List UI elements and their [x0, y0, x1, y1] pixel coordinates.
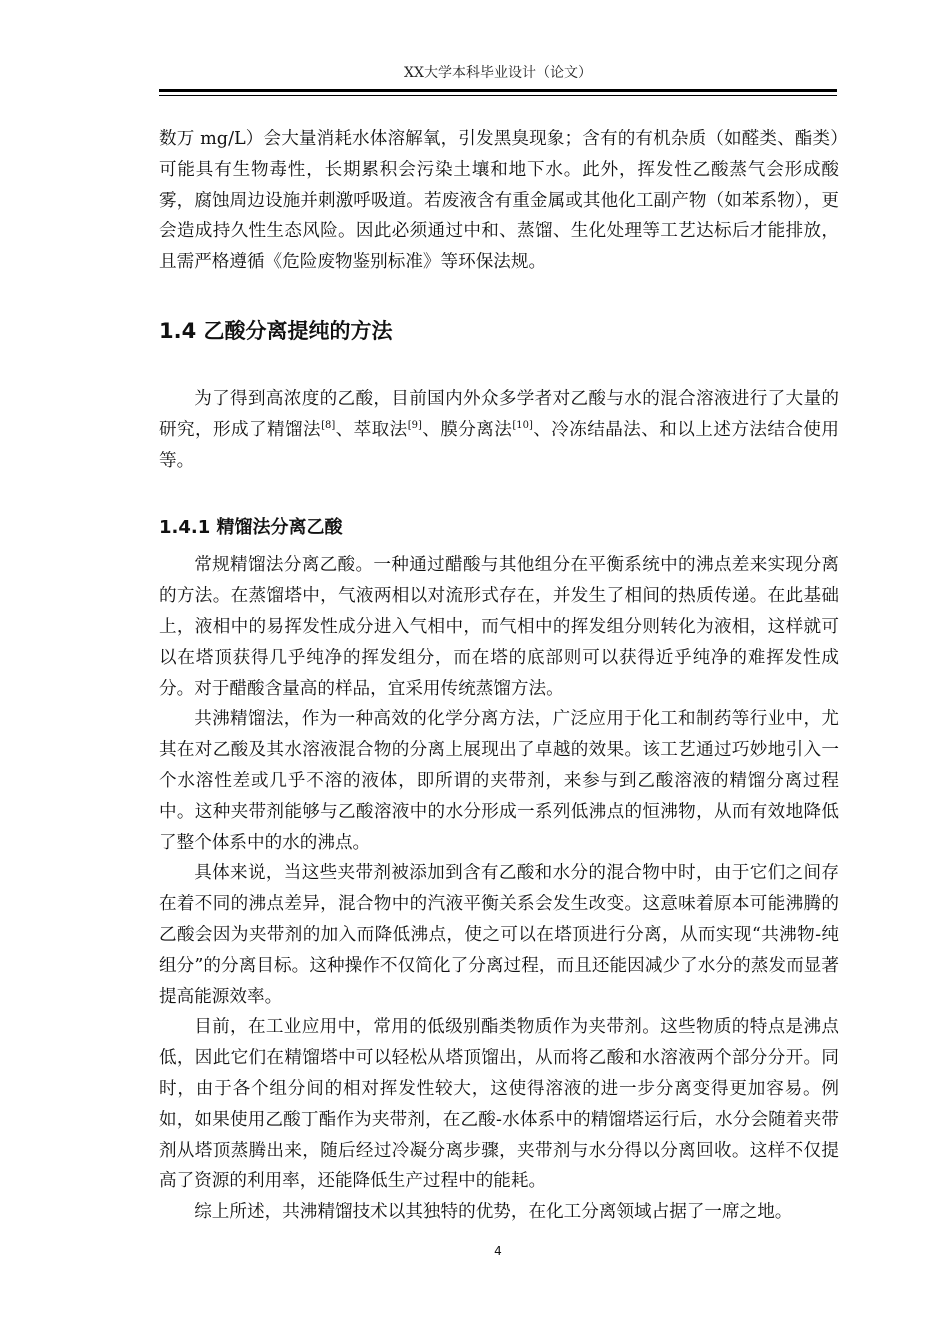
methods-paragraph [159, 384, 839, 476]
page-body [159, 124, 839, 1228]
methods-text-2: 、萃取法 [335, 419, 408, 440]
section-heading-1-4: 1.4 乙酸分离提纯的方法 [159, 318, 393, 343]
methods-text-4: 、冷冻结晶法、和以上述方法结合使用等。 [159, 419, 839, 471]
citation-9[interactable]: [9] [407, 419, 422, 431]
running-header: XX大学本科毕业设计（论文） [404, 65, 592, 81]
body-paragraph-5: 综上所述，共沸精馏技术以其独特的优势，在化工分离领域占据了一席之地。 [194, 1202, 793, 1223]
citation-10[interactable]: [10] [512, 419, 533, 431]
body-paragraph-3: 具体来说，当这些夹带剂被添加到含有乙酸和水分的混合物中时，由于它们之间存在着不同的沸点差异，混合物中的汽液平衡关系会发生改变。这意味着原本可能沸腾的乙酸会因为夹带剂的加入而降低沸点，使之可以在塔顶进行分离，从而实现“共沸物-纯组分”的分离目标。这种操作不仅简化了分离过程，而且还能因减少了水分的蒸发而显著提高能源效率。 [159, 863, 839, 1007]
methods-text-3: 、膜分离法 [421, 419, 513, 440]
intro-paragraph: 数万 mg/L）会大量消耗水体溶解氧，引发黑臭现象；含有的有机杂质（如醛类、酯类）可能具有生物毒性，长期累积会污染土壤和地下水。此外，挥发性乙酸蒸气会形成酸雾，腐蚀周边设施并刺激呼吸道。若废液含有重金属或其他化工副产物（如苯系物），更会造成持久性生态风险。因此必须通过中和、蒸馏、生化处理等工艺达标后才能排放，且需严格遵循《危险废物鉴别标准》等环保法规。 [159, 129, 839, 273]
methods-text-1: 为了得到高浓度的乙酸，目前国内外众多学者对乙酸与水的混合溶液进行了大量的研究，形成了精馏法 [159, 388, 839, 440]
header-rule-thick [159, 89, 837, 92]
citation-8[interactable]: [8] [321, 419, 336, 431]
body-paragraph-4: 目前，在工业应用中，常用的低级别酯类物质作为夹带剂。这些物质的特点是沸点低，因此它们在精馏塔中可以轻松从塔顶馏出，从而将乙酸和水溶液两个部分分开。同时，由于各个组分间的相对挥发性较大，这使得溶液的进一步分离变得更加容易。例如，如果使用乙酸丁酯作为夹带剂，在乙酸-水体系中的精馏塔运行后，水分会随着夹带剂从塔顶蒸腾出来，随后经过冷凝分离步骤，夹带剂与水分得以分离回收。这样不仅提高了资源的利用率，还能降低生产过程中的能耗。 [159, 1017, 839, 1192]
body-paragraph-2: 共沸精馏法，作为一种高效的化学分离方法，广泛应用于化工和制药等行业中，尤其在对乙酸及其水溶液混合物的分离上展现出了卓越的效果。该工艺通过巧妙地引入一个水溶性差或几乎不溶的液体，即所谓的夹带剂，来参与到乙酸溶液的精馏分离过程中。这种夹带剂能够与乙酸溶液中的水分形成一系列低沸点的恒沸物，从而有效地降低了整个体系中的水的沸点。 [159, 709, 839, 853]
page-number: 4 [494, 1244, 502, 1258]
header-rule-thin [159, 95, 837, 96]
section-heading-1-4-1: 1.4.1 精馏法分离乙酸 [159, 517, 343, 539]
body-paragraph-1: 常规精馏法分离乙酸。一种通过醋酸与其他组分在平衡系统中的沸点差来实现分离的方法。在蒸馏塔中，气液两相以对流形式存在，并发生了相间的热质传递。在此基础上，液相中的易挥发性成分进入气相中，而气相中的挥发组分则转化为液相，这样就可以在塔顶获得几乎纯净的挥发组分，而在塔的底部则可以获得近乎纯净的难挥发性成分。对于醋酸含量高的样品，宜采用传统蒸馏方法。 [159, 555, 839, 699]
